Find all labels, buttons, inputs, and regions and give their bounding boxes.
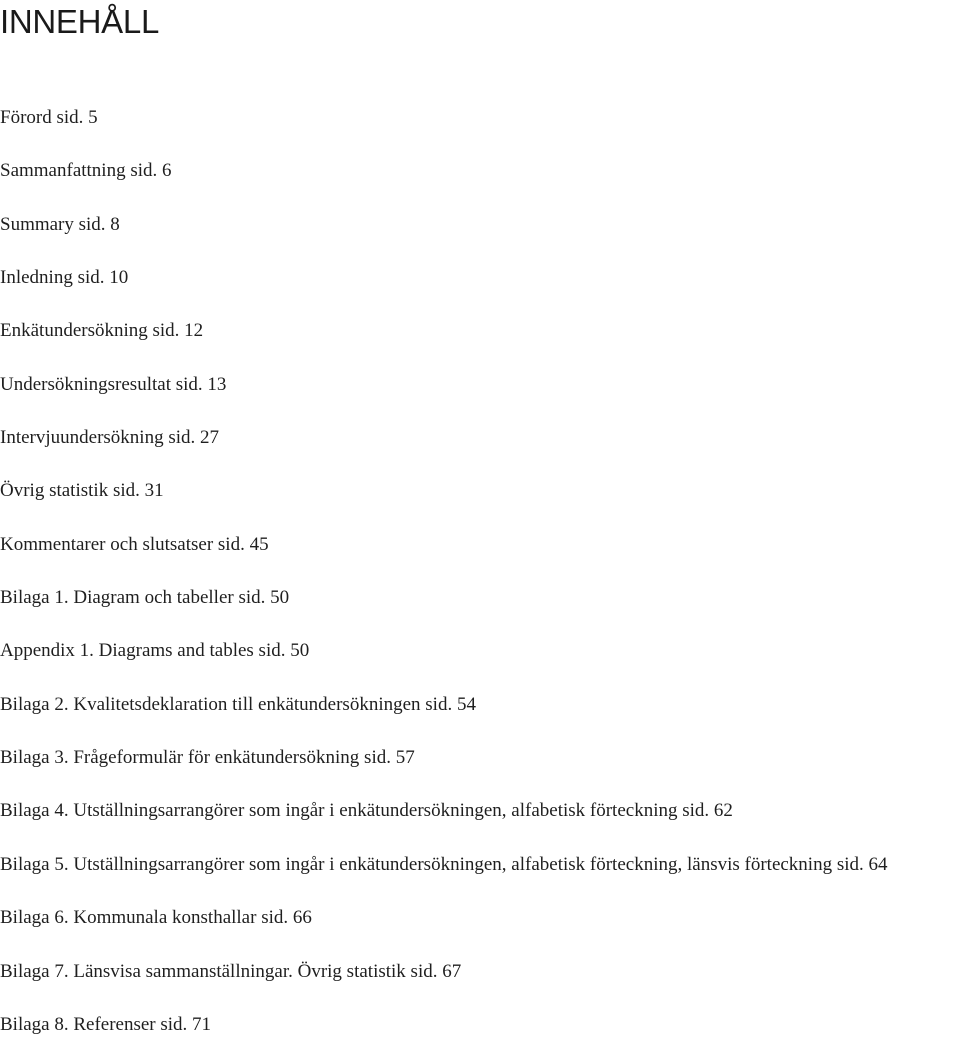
toc-entry: Bilaga 5. Utställningsarrangörer som ingår i enkätundersökningen, alfabetisk förteckning, länsvis förteckning sid. 64 (0, 853, 888, 875)
toc-entry: Bilaga 1. Diagram och tabeller sid. 50 (0, 587, 290, 609)
toc-entry: Intervjuundersökning sid. 27 (0, 427, 220, 449)
toc-entry: Bilaga 4. Utställningsarrangörer som ingår i enkätundersökningen, alfabetisk förteckning sid. 62 (0, 800, 733, 822)
toc-entry: Bilaga 7. Länsvisa sammanställningar. Övrig statistik sid. 67 (0, 960, 462, 982)
toc-entry: Appendix 1. Diagrams and tables sid. 50 (0, 640, 310, 662)
toc-entry: Inledning sid. 10 (0, 267, 129, 289)
toc-entry: Bilaga 8. Referenser sid. 71 (0, 1013, 212, 1035)
toc-entry: Sammanfattning sid. 6 (0, 160, 172, 182)
page-title: INNEHÅLL (0, 3, 159, 40)
toc-entry: Bilaga 3. Frågeformulär för enkätundersökning sid. 57 (0, 747, 415, 769)
toc-entry: Enkätundersökning sid. 12 (0, 320, 204, 342)
toc-entry: Kommentarer och slutsatser sid. 45 (0, 533, 269, 555)
toc-entry: Summary sid. 8 (0, 213, 120, 235)
toc-entry: Bilaga 2. Kvalitetsdeklaration till enkätundersökningen sid. 54 (0, 693, 476, 715)
table-of-contents (0, 101, 888, 1042)
toc-entry: Bilaga 6. Kommunala konsthallar sid. 66 (0, 907, 312, 929)
toc-entry: Undersökningsresultat sid. 13 (0, 373, 227, 395)
toc-entry: Övrig statistik sid. 31 (0, 480, 164, 502)
toc-entry: Förord sid. 5 (0, 107, 98, 128)
